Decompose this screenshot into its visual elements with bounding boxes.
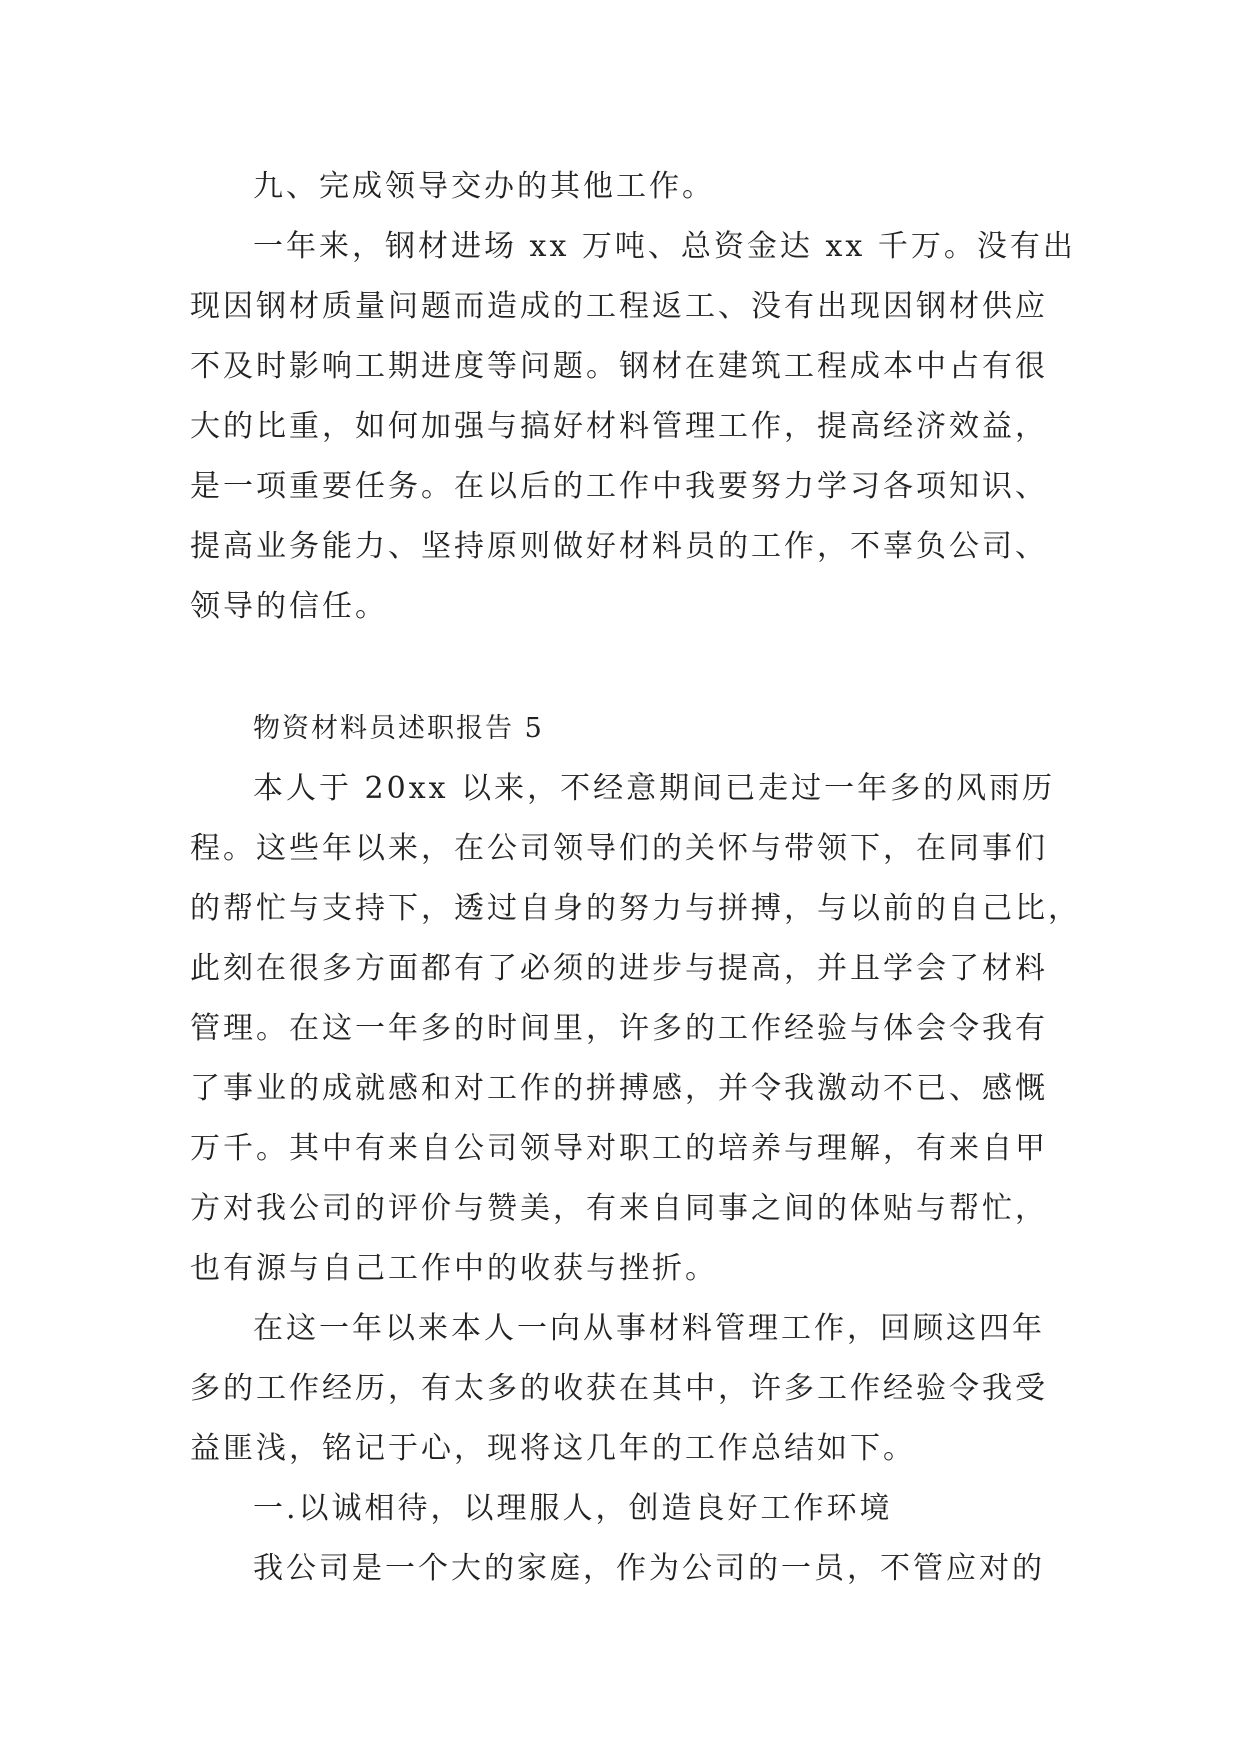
paragraph-line: 益匪浅，铭记于心，现将这几年的工作总结如下。: [190, 1431, 916, 1466]
paragraph-line: 的帮忙与支持下，透过自身的努力与拼搏，与以前的自己比，: [190, 891, 1081, 926]
paragraph-line: 领导的信任。: [190, 589, 388, 624]
paragraph-line: 多的工作经历，有太多的收获在其中，许多工作经验令我受: [190, 1371, 1048, 1406]
paragraph-line: 不及时影响工期进度等问题。钢材在建筑工程成本中占有很: [190, 349, 1048, 384]
paragraph-line: 也有源与自己工作中的收获与挫折。: [190, 1251, 718, 1286]
paragraph-line: 在这一年以来本人一向从事材料管理工作，回顾这四年: [253, 1311, 1045, 1346]
paragraph-line: 本人于 20xx 以来，不经意期间已走过一年多的风雨历: [253, 771, 1056, 806]
paragraph-line: 程。这些年以来，在公司领导们的关怀与带领下，在同事们: [190, 831, 1048, 866]
paragraph-line: 九、完成领导交办的其他工作。: [253, 169, 715, 204]
paragraph-line: 万千。其中有来自公司领导对职工的培养与理解，有来自甲: [190, 1131, 1048, 1166]
paragraph-line: 了事业的成就感和对工作的拼搏感，并令我激动不已、感慨: [190, 1071, 1048, 1106]
subheading-line: 一.以诚相待，以理服人，创造良好工作环境: [253, 1491, 893, 1526]
paragraph-line: 提高业务能力、坚持原则做好材料员的工作，不辜负公司、: [190, 529, 1048, 564]
paragraph-line: 大的比重，如何加强与搞好材料管理工作，提高经济效益，: [190, 409, 1048, 444]
paragraph-line: 现因钢材质量问题而造成的工程返工、没有出现因钢材供应: [190, 289, 1048, 324]
section-heading: 物资材料员述职报告 5: [253, 713, 544, 744]
paragraph-line: 我公司是一个大的家庭，作为公司的一员，不管应对的: [253, 1551, 1045, 1586]
paragraph-line: 是一项重要任务。在以后的工作中我要努力学习各项知识、: [190, 469, 1048, 504]
paragraph-line: 管理。在这一年多的时间里，许多的工作经验与体会令我有: [190, 1011, 1048, 1046]
paragraph-line: 一年来，钢材进场 xx 万吨、总资金达 xx 千万。没有出: [253, 229, 1076, 264]
paragraph-line: 方对我公司的评价与赞美，有来自同事之间的体贴与帮忙，: [190, 1191, 1048, 1226]
paragraph-line: 此刻在很多方面都有了必须的进步与提高，并且学会了材料: [190, 951, 1048, 986]
